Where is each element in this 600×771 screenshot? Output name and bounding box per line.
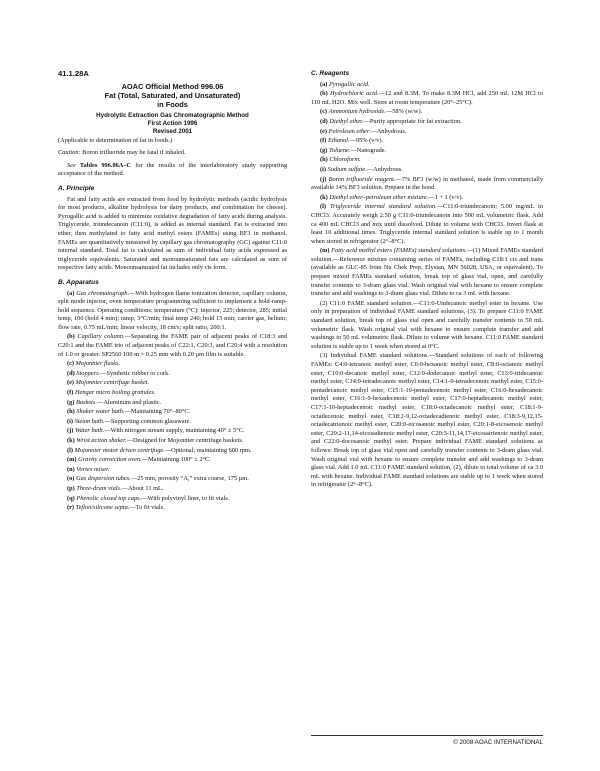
- caution-note: [58, 149, 287, 158]
- reagent-item-name: Toluene.: [329, 146, 351, 154]
- copyright-text: © 2008 AOAC INTERNATIONAL: [453, 739, 543, 746]
- reagent-item-text: —Anhydrous.: [366, 165, 403, 173]
- apparatus-item: [58, 504, 287, 513]
- apparatus-item-text: —About 11 mL.: [121, 484, 164, 492]
- right-column: [311, 70, 543, 491]
- apparatus-item-name: Gravity convection oven.: [78, 456, 142, 464]
- apparatus-item-label: (c): [67, 360, 75, 368]
- apparatus-item-name: Mojonnier flasks.: [75, 360, 121, 368]
- apparatus-item-text: —To fit vials.: [129, 504, 165, 512]
- see-prefix: See: [67, 161, 76, 169]
- revised-date: Revised 2001: [152, 127, 193, 135]
- apparatus-item-text: —Separating the FAME pair of adjacent peaks of C18:3 and C20:1 and the FAME trio of adjacent peaks of C22:1, C20:3, and C20:4 with a resolution of 1.0 or greater. SP2560 100 m × 0.25 mm with 0.20 µm film is suitable.: [58, 333, 288, 358]
- reagent-item-text: —95% (v/v).: [349, 137, 384, 145]
- apparatus-item-name: Wrist action shaker.: [76, 437, 127, 444]
- reagent-item-label: (f): [320, 137, 327, 145]
- first-action: First Action 1996: [147, 120, 198, 127]
- apparatus-item-label: (m): [67, 456, 77, 464]
- reagent-item-name: Chloroform.: [329, 156, 361, 164]
- apparatus-item-name: Hengar micro boiling granules.: [74, 389, 156, 397]
- reagent-m3-paragraph: (3) Individual FAME standard solutions.—Standard solutions of each of following FAMEs: C4:0-tetranoic methyl ester, C6:0-hexanoic methyl ester, C8:0-octanoic methyl ester, C10:0-decanoic methyl ester, C12:0-dodecanoic methyl ester, C13:0-tridecanoic methyl ester, C14:0-tetradecanoic methyl ester, C14:1-9-tetradecenoic methyl ester, C15:0-pentadecanoic methyl ester, C15:1-10-pentadecenoic methyl ester, C16:0-hexadecanoic methyl ester, C16:1-9-hexadecenoic methyl ester, C17:0-heptadecanoic methyl ester, C17:1-10-heptadecenoic methyl ester, C18:0-octadecanoic methyl ester, C18:1-9-octadecenoic methyl ester, C18:2-9,12-octadecadienoic methyl ester, C18:3-9,12,15-octadecatrienoic methyl ester, C20:0-eicosanoic methyl ester, C20:1-8-eicosenoic methyl ester, C20:2-11,14-eicosadienoic methyl ester, C20:3-11,14,17-eicosatrienoic methyl ester, and C22:0-docosanoic methyl ester. Prepare individual FAME standard solutions as follows: Break top of glass vial open and carefully transfer contents to 3-dram glass vial. Wash original vial with hexane to ensure complete transfer and add washings to 3-dram glass vial. Add 1.0 mL C11:0 FAME standard solution, (2), dilute to total volume of ca 3.0 mL with hexane. Individual FAME standard solutions are stable up to 1 week when stored in refrigerator (2°–8°C).: [311, 352, 543, 489]
- apparatus-item: [58, 360, 287, 369]
- reagent-item-name: Diethyl ether.: [329, 117, 364, 125]
- reagent-item-name: Fatty acid methyl esters (FAMEs) standard solutions.: [331, 247, 467, 255]
- apparatus-item-label: (e): [67, 379, 75, 387]
- apparatus-item-name: Water bath.: [74, 427, 105, 435]
- apparatus-item-name: Baskets.: [76, 398, 97, 406]
- reagent-item-name: Petroleum ether.: [328, 127, 371, 135]
- apparatus-heading: B. Apparatus: [58, 278, 99, 286]
- apparatus-item-label: (j): [67, 427, 74, 435]
- apparatus-item-text: —Optional; maintaining 600 rpm.: [164, 446, 252, 454]
- reagent-item: [311, 137, 543, 146]
- apparatus-item: [58, 456, 287, 465]
- apparatus-list: [58, 290, 287, 513]
- principle-heading: A. Principle: [58, 184, 95, 192]
- method-subject-line1: Fat (Total, Saturated, and Unsaturated): [104, 90, 241, 100]
- reagent-item: [311, 176, 543, 193]
- apparatus-item-name: Vortex mixer.: [76, 465, 110, 473]
- apparatus-item-name: Phenolic closed top caps.: [76, 494, 142, 502]
- apparatus-item-label: (d): [67, 369, 75, 377]
- reagent-item-label: (e): [320, 127, 328, 135]
- reagents-list: [311, 81, 543, 299]
- apparatus-item-name: Capillary column.: [77, 333, 125, 341]
- reagent-item: [311, 118, 543, 127]
- apparatus-item: [58, 485, 287, 494]
- reagent-item-label: (k): [320, 193, 328, 201]
- apparatus-item: [58, 389, 287, 398]
- apparatus-item-text: —With nitrogen stream supply, maintaining 40° ± 5°C.: [104, 427, 245, 435]
- apparatus-item-name: Mojonnier motor driven centrifuge.: [74, 446, 165, 454]
- apparatus-item-text: —Supporting common glassware.: [104, 417, 192, 425]
- apparatus-item: [58, 466, 287, 475]
- reagent-item-label: (d): [320, 117, 328, 125]
- applicability-note: (Applicable to determination of fat in foods.): [58, 136, 173, 144]
- apparatus-item: [58, 495, 287, 504]
- apparatus-item-text: —Maintaining 100° ± 2°C.: [141, 456, 211, 464]
- apparatus-item-name: Three-dram vials.: [76, 484, 122, 492]
- apparatus-item-label: (n): [67, 465, 75, 473]
- reagent-item-text: —7% BF3 (w/w) in methanol, made from commercially available 14% BF3 solution. Prepare in the hood.: [311, 175, 543, 192]
- apparatus-item-name: Mojonnier centrifuge basket.: [75, 379, 150, 387]
- page-footer: [311, 735, 543, 746]
- apparatus-item: [58, 408, 287, 417]
- apparatus-item-text: —25 mm, porosity “A,” extra coarse, 175 µm.: [130, 475, 249, 483]
- reagent-item-label: (g): [320, 146, 328, 154]
- apparatus-item-name: Gas dispersion tubes.: [76, 475, 131, 483]
- reagent-item-text: —C11:0-triundecanoin; 5.00 mg/mL in CHCl3. Accurately weigh 2.50 g C11:0-triundecanoin into 500 mL volumetric flask. Add ca 400 mL CHCl3 and mix until dissolved. Dilute to volume with CHCl3. Invert flask at least 10 additional times. Triglyceride internal standard solution is stable up to 1 month when stored in refrigerator (2°–8°C).: [311, 203, 543, 245]
- apparatus-item-name: Stoppers.: [76, 369, 101, 377]
- apparatus-item: [58, 418, 287, 427]
- reagent-item-name: Ethanol.: [327, 137, 350, 145]
- reagent-item-label: (l): [320, 203, 326, 211]
- left-column: [58, 70, 287, 514]
- reagent-item-label: (i): [320, 165, 326, 173]
- reagent-item: [311, 147, 543, 156]
- apparatus-item: [58, 370, 287, 379]
- apparatus-item: [58, 379, 287, 388]
- caution-text: Boron trifluoride may be fatal if inhaled.: [82, 149, 186, 157]
- reagent-m2-paragraph: (2) C11:0 FAME standard solution.—C11:0-Undecanoic methyl ester in hexane. Use only in preparation of individual FAME standard solutions, (3). To prepare C11:0 FAME standard solution, break top of glass vial open and carefully transfer contents to 50 mL volumetric flask. Wash original vial with hexane to ensure complete transfer and add washings to 50 mL volumetric flask. Dilute to volume with hexane. C11:0 FAME standard solution is stable up to 1 week when stored at 0°C.: [311, 299, 543, 350]
- see-tables-link: Tables 996.06A–C: [79, 161, 132, 169]
- apparatus-item: [58, 399, 287, 408]
- apparatus-item-text: —With hydrogen flame ionization detector, capillary column, split mode injector, oven temperature programming sufficient to implement a hold-ramp-hold sequence. Operating conditions: temperature (°C): injector, 225; detector, 285; initial temp, 100 (hold 4 min); ramp, 3°C/min; final temp 240; hold 15 min; carrier gas, helium; flow rate, 0.75 mL/min; linear velocity, 18 cm/s; split ratio, 200:1.: [58, 289, 288, 331]
- reagent-item-name: Boron trifluoride reagent.: [328, 175, 396, 183]
- apparatus-item: [58, 290, 287, 333]
- apparatus-item-text: —Aluminum and plastic.: [96, 398, 162, 406]
- reagent-item-label: (j): [320, 175, 327, 183]
- reagents-heading: C. Reagents: [311, 70, 350, 77]
- apparatus-item: [58, 333, 287, 359]
- reagent-item-label: (m): [320, 247, 330, 255]
- reagent-item-text: —Nanograde.: [350, 146, 387, 154]
- apparatus-item-label: (o): [67, 475, 75, 483]
- reagent-item-name: Hydrochloric acid.: [329, 90, 379, 98]
- reagent-item-name: Ammonium hydroxide.: [328, 108, 386, 116]
- reagent-item-text: —Anhydrous.: [370, 127, 407, 135]
- apparatus-item-label: (f): [67, 389, 74, 397]
- reagent-item-name: Pyrogallic acid.: [329, 80, 370, 88]
- reagent-item-text: —(1) Mixed FAMEs standard solution.—Reference mixture containing series of FAMEs, including C18:1 cis and trans (available as GLC-85 from Nu Chek Prep, Elysian, MN 56028, USA, or equivalent). To prepare mixed FAMEs standard solution, break top of glass vial, open, and carefully transfer contents to 3-dram glass vial. Wash original vial with hexane to ensure complete transfer and add washings to 3-dram glass vial. Dilute to ca 3 mL with hexane.: [311, 247, 543, 298]
- apparatus-item-label: (p): [67, 484, 75, 492]
- principle-text: Fat and fatty acids are extracted from food by hydrolytic methods (acidic hydrolysis for most products, alkaline hydrolysis for dairy products, and combination for cheese). Pyrogallic acid is added to minimize oxidative degradation of fatty acids during analysis. Triglyceride, triundecanoin (C11:0), is added as internal standard. Fat is extracted into ether, then methylated to fatty acid methyl esters (FAMEs) using BF3 in methanol. FAMEs are quantitatively measured by capillary gas chromatography (GC) against C11:0 internal standard. Total fat is calculated as sum of individual fatty acids expressed as triglyceride equivalents. Saturated and monounsaturated fats are calculated as sum of respective fatty acids. Monounsaturated fat includes only cis form.: [58, 195, 287, 272]
- reagent-item-name: Triglyceride internal standard solution.: [329, 203, 437, 211]
- reagent-item: [311, 81, 543, 90]
- reagent-item-label: (h): [320, 156, 328, 164]
- reagent-item-label: (a): [320, 80, 328, 88]
- reagent-item-text: —12 and 8.3M. To make 8.3M HCl, add 250 mL 12M HCl to 110 mL H2O. Mix well. Store at room temperature (20°–25°C).: [311, 90, 543, 106]
- reagent-item: [311, 128, 543, 137]
- apparatus-item: [58, 447, 287, 456]
- section-id: 41.1.28A: [58, 69, 89, 78]
- apparatus-item-text: —With polyvinyl liner, to fit vials.: [141, 494, 230, 502]
- apparatus-item-name: Teflon/silicone septa.: [75, 504, 130, 512]
- apparatus-item-label: (g): [67, 398, 75, 406]
- apparatus-item-label: (a): [67, 289, 75, 297]
- apparatus-item-label: (k): [67, 437, 75, 444]
- apparatus-item-name: Shaker water bath.: [76, 408, 125, 416]
- reagent-item: [311, 90, 543, 107]
- method-subject-line2: in Foods: [157, 100, 188, 109]
- reagent-item-label: (c): [320, 108, 328, 116]
- reagent-item-name: Sodium sulfate.: [327, 165, 367, 173]
- method-technique: Hydrolytic Extraction Gas Chromatographic Method: [96, 112, 249, 120]
- reagent-item: [311, 247, 543, 299]
- apparatus-item-text: —Designed for Mojonnier centrifuge baskets.: [126, 437, 244, 444]
- apparatus-item-text: —Synthetic rubber or cork.: [100, 369, 170, 377]
- reagent-item-text: —58% (w/w).: [385, 108, 423, 116]
- apparatus-item-name: Steam bath.: [74, 417, 105, 425]
- apparatus-item: [58, 427, 287, 436]
- apparatus-item-label: (h): [67, 408, 75, 416]
- apparatus-item-text: —Maintaining 70°–80°C.: [124, 408, 191, 416]
- apparatus-item-label: (b): [67, 333, 75, 341]
- see-tables-note: [58, 162, 287, 179]
- apparatus-item: [58, 437, 287, 446]
- caution-label: Caution:: [58, 149, 81, 157]
- apparatus-item-label: (i): [67, 417, 73, 425]
- reagent-item-name: Diethyl ether–petroleum ether mixture.: [329, 193, 429, 201]
- reagent-item-text: —Purity appropriate for fat extraction.: [363, 117, 462, 125]
- apparatus-item-label: (q): [67, 494, 75, 502]
- apparatus-item: [58, 475, 287, 484]
- reagent-item: [311, 203, 543, 246]
- method-title: AOAC Official Method 996.06: [121, 81, 224, 91]
- reagent-item: [311, 166, 543, 175]
- reagent-item-text: —1 + 1 (v/v).: [428, 193, 464, 201]
- reagent-item: [311, 194, 543, 203]
- see-tables-rest: for the results of the interlaboratory study supporting acceptance of the method.: [58, 161, 288, 178]
- apparatus-item-label: (l): [67, 446, 73, 454]
- reagent-item: [311, 108, 543, 117]
- apparatus-item-label: (r): [67, 504, 75, 512]
- apparatus-item-name: Gas chromatograph.: [76, 289, 130, 297]
- reagent-item: [311, 156, 543, 165]
- reagent-item-label: (b): [320, 90, 328, 98]
